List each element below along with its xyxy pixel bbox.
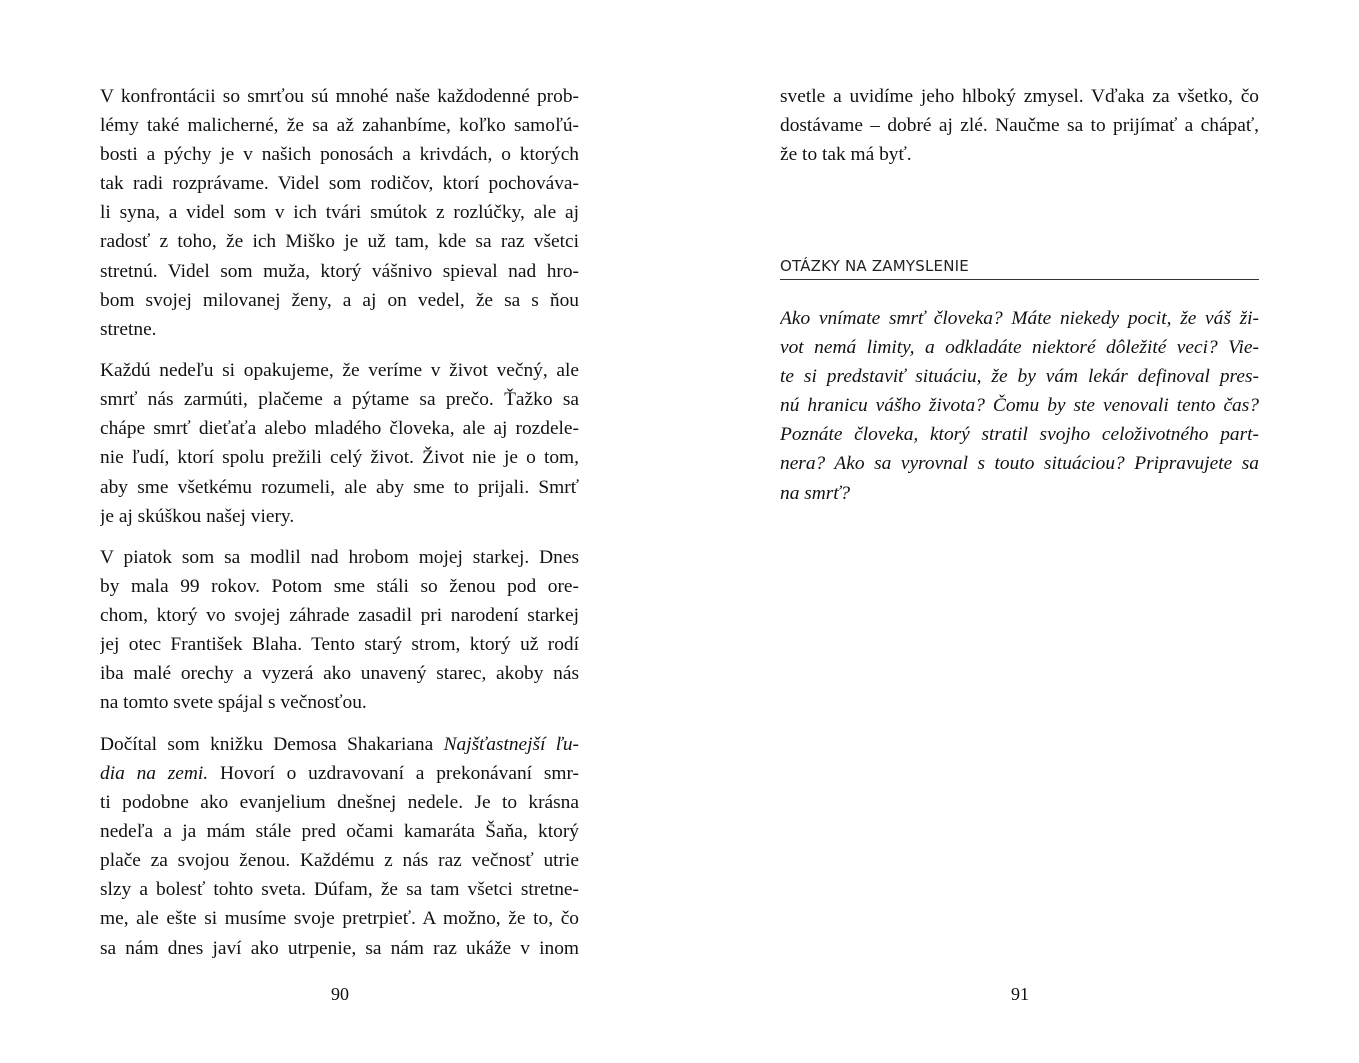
text-line: radosť z toho, že ich Miško je už tam, kde sa raz všetci	[100, 231, 579, 253]
text-line: nedeľa a ja mám stále pred očami kamaráta Šaňa, ktorý	[100, 821, 579, 843]
text-line: me, ale ešte si musíme svoje pretrpieť. A možno, že to, čo	[100, 908, 579, 930]
question-line: te si predstaviť situáciu, že by vám lekár definoval pres-	[780, 366, 1259, 388]
text-line: nie ľudí, ktorí spolu prežili celý život. Život nie je o tom,	[100, 447, 579, 469]
text-line: li syna, a videl som v ich tvári smútok z rozlúčky, ale aj	[100, 202, 579, 224]
question-line: Ako vnímate smrť človeka? Máte niekedy pocit, že váš ži-	[780, 308, 1259, 329]
text-line: svetle a uvidíme jeho hlboký zmysel. Vďaka za všetko, čo	[780, 86, 1259, 107]
text-line: bom svojej milovanej ženy, a aj on vedel, že sa s ňou	[100, 289, 579, 311]
text-line: stretnú. Videl som muža, ktorý vášnivo spieval nad hro-	[100, 260, 579, 282]
book-title-italic: dia na zemi.	[100, 762, 209, 784]
text-line	[100, 730, 579, 759]
text-line: Každú nedeľu si opakujeme, že veríme v život večný, ale	[100, 360, 579, 382]
right-page-continuation	[780, 82, 1259, 169]
text-line: sa nám dnes javí ako utrpenie, sa nám raz ukáže v inom	[100, 937, 579, 959]
text-line: bosti a pýchy je v našich ponosách a krivdách, o ktorých	[100, 144, 579, 166]
text-line: V konfrontácii so smrťou sú mnohé naše každodenné prob-	[100, 86, 579, 107]
question-line: na smrť?	[780, 482, 851, 504]
left-page-body	[100, 82, 579, 975]
paragraph-book-reading	[100, 730, 579, 963]
text-line: slzy a bolesť tohto sveta. Dúfam, že sa tam všetci stretne-	[100, 879, 579, 901]
text-span: Hovorí o uzdravovaní a prekonávaní smr-	[208, 762, 579, 784]
text-line: dostávame – dobré aj zlé. Naučme sa to prijímať a chápať,	[780, 115, 1259, 137]
paragraph-sunday	[100, 356, 579, 531]
text-line: by mala 99 rokov. Potom sme stáli so ženou pod ore-	[100, 576, 579, 598]
text-line: aby sme všetkému rozumeli, ale aby sme to prijali. Smrť	[100, 476, 579, 498]
text-line: smrť nás zarmúti, plačeme a pýtame sa prečo. Ťažko sa	[100, 389, 579, 411]
text-line: chápe smrť dieťaťa alebo mladého človeka, ale aj rozdele-	[100, 418, 579, 440]
section-heading: OTÁZKY NA ZAMYSLENIE	[780, 256, 1259, 280]
text-line: jej otec František Blaha. Tento starý strom, ktorý už rodí	[100, 634, 579, 656]
question-line: nú hranicu vášho života? Čomu by ste venovali tento čas?	[780, 395, 1259, 417]
question-line: nera? Ako sa vyrovnal s touto situáciou? Pripravujete sa	[780, 453, 1259, 475]
page-number-right: 91	[1011, 984, 1029, 1004]
text-line: V piatok som sa modlil nad hrobom mojej starkej. Dnes	[100, 547, 579, 568]
text-line: že to tak má byť.	[780, 144, 912, 166]
text-line: ti podobne ako evanjelium dnešnej nedele. Je to krásna	[100, 792, 579, 814]
text-line	[100, 759, 579, 788]
text-line: iba malé orechy a vyzerá ako unavený starec, akoby nás	[100, 663, 579, 685]
text-line: stretne.	[100, 318, 157, 340]
text-line: je aj skúškou našej viery.	[100, 505, 295, 527]
book-title-italic: Najšťastnejší ľu-	[443, 733, 579, 755]
right-page	[680, 0, 1359, 1063]
question-line: Poznáte človeka, ktorý stratil svojho celoživotného part-	[780, 424, 1259, 446]
text-line: chom, ktorý vo svojej záhrade zasadil pri narodení starkej	[100, 605, 579, 627]
paragraph-friday	[100, 543, 579, 718]
question-line: vot nemá limity, a odkladáte niektoré dôležité veci? Vie-	[780, 337, 1259, 359]
text-line: tak radi rozprávame. Videl som rodičov, ktorí pochováva-	[100, 173, 579, 195]
text-span: Dočítal som knižku Demosa Shakariana	[100, 733, 444, 755]
reflection-questions	[780, 304, 1259, 508]
page-number-left: 90	[331, 984, 349, 1004]
text-line: plače za svojou ženou. Každému z nás raz večnosť utrie	[100, 850, 579, 872]
paragraph-confrontation	[100, 82, 579, 344]
text-line: na tomto svete spájal s večnosťou.	[100, 692, 367, 714]
text-line: lémy také malicherné, že sa až zahanbíme, koľko samoľú-	[100, 115, 579, 137]
